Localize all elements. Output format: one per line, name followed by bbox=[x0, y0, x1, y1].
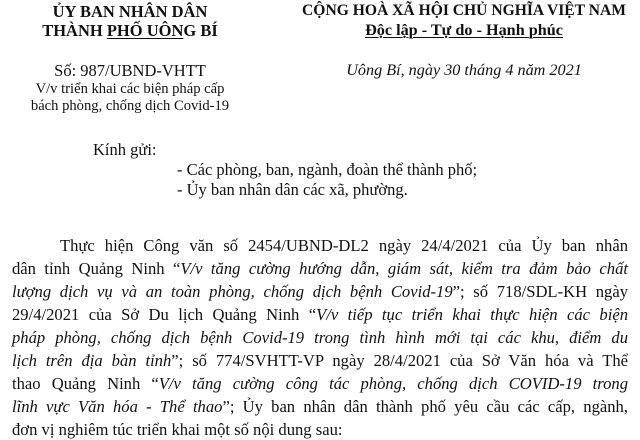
issuing-authority-city bbox=[0, 21, 260, 41]
body-segment: ”; Ủy ban nhân dân thành phố yêu cầu các cấp, ngành, bbox=[222, 397, 628, 416]
body-segment: Thực hiện Công văn số 2454/UBND-DL2 ngày 24/4/2021 của Ủy ban nhân bbox=[60, 236, 628, 255]
body-segment: 29/4/2021 của Sở Du lịch Quảng Ninh “ bbox=[12, 305, 317, 324]
city-prefix: THÀNH bbox=[42, 21, 107, 40]
recipient-item: - Các phòng, ban, ngành, đoàn thể thành phố; bbox=[177, 160, 478, 179]
city-underlined: PHỐ UÔN bbox=[106, 21, 184, 40]
subject-line-2: bách phòng, chống dịch Covid-19 bbox=[30, 98, 230, 114]
quoted-title-segment: lịch trên địa bàn tỉnh bbox=[12, 351, 172, 370]
body-segment: ”; số 718/SDL-KH ngày bbox=[452, 282, 628, 301]
quoted-title-segment: V/v tăng cường công tác phòng, chống dịch COVID-19 trong bbox=[158, 374, 628, 393]
subject-line-1: V/v triển khai các biện pháp cấp bbox=[35, 81, 225, 97]
quoted-title-segment: V/v tiếp tục triển khai thực hiện các biện bbox=[316, 305, 628, 324]
body-line bbox=[12, 420, 628, 440]
place-date: Uông Bí, ngày 30 tháng 4 năm 2021 bbox=[346, 61, 582, 79]
body-line bbox=[12, 397, 628, 417]
body-line bbox=[12, 328, 628, 348]
recipients-label: Kính gửi: bbox=[93, 140, 157, 159]
body-line bbox=[12, 374, 628, 394]
body-segment: dân tỉnh Quảng Ninh “ bbox=[12, 259, 181, 278]
motto-text: Độc lập - Tự do - Hạnh phúc bbox=[365, 21, 563, 39]
issuing-authority: ỦY BAN NHÂN DÂN bbox=[52, 2, 208, 21]
body-segment: thao Quảng Ninh “ bbox=[12, 374, 159, 393]
quoted-title-segment: pháp phòng, chống dịch bệnh Covid-19 trong tình hình mới tại các khu, điểm du bbox=[12, 328, 628, 347]
recipient-item: - Ủy ban nhân dân các xã, phường. bbox=[177, 180, 408, 199]
national-motto bbox=[288, 21, 640, 40]
body-segment: đơn vị nghiêm túc triển khai một số nội dung sau: bbox=[12, 420, 343, 439]
body-line bbox=[12, 305, 628, 325]
national-title: CỘNG HOÀ XÃ HỘI CHỦ NGHĨA VIỆT NAM bbox=[302, 2, 626, 19]
document-number: Số: 987/UBND-VHTT bbox=[54, 61, 206, 80]
body-line bbox=[12, 351, 628, 371]
body-line bbox=[60, 236, 628, 256]
city-suffix: G BÍ bbox=[183, 21, 218, 40]
body-line bbox=[12, 259, 628, 279]
quoted-title-segment: lượng dịch vụ và an toàn phòng, chống dịch bệnh Covid-19 bbox=[12, 282, 453, 301]
body-line bbox=[12, 282, 628, 302]
quoted-title-segment: V/v tăng cường hướng dẫn, giám sát, kiểm tra đảm bảo chất bbox=[180, 259, 628, 278]
quoted-title-segment: lĩnh vực Văn hóa - Thể thao bbox=[12, 397, 223, 416]
body-segment: ”; số 774/SVHTT-VP ngày 28/4/2021 của Sở Văn hóa và Thể bbox=[171, 351, 628, 370]
